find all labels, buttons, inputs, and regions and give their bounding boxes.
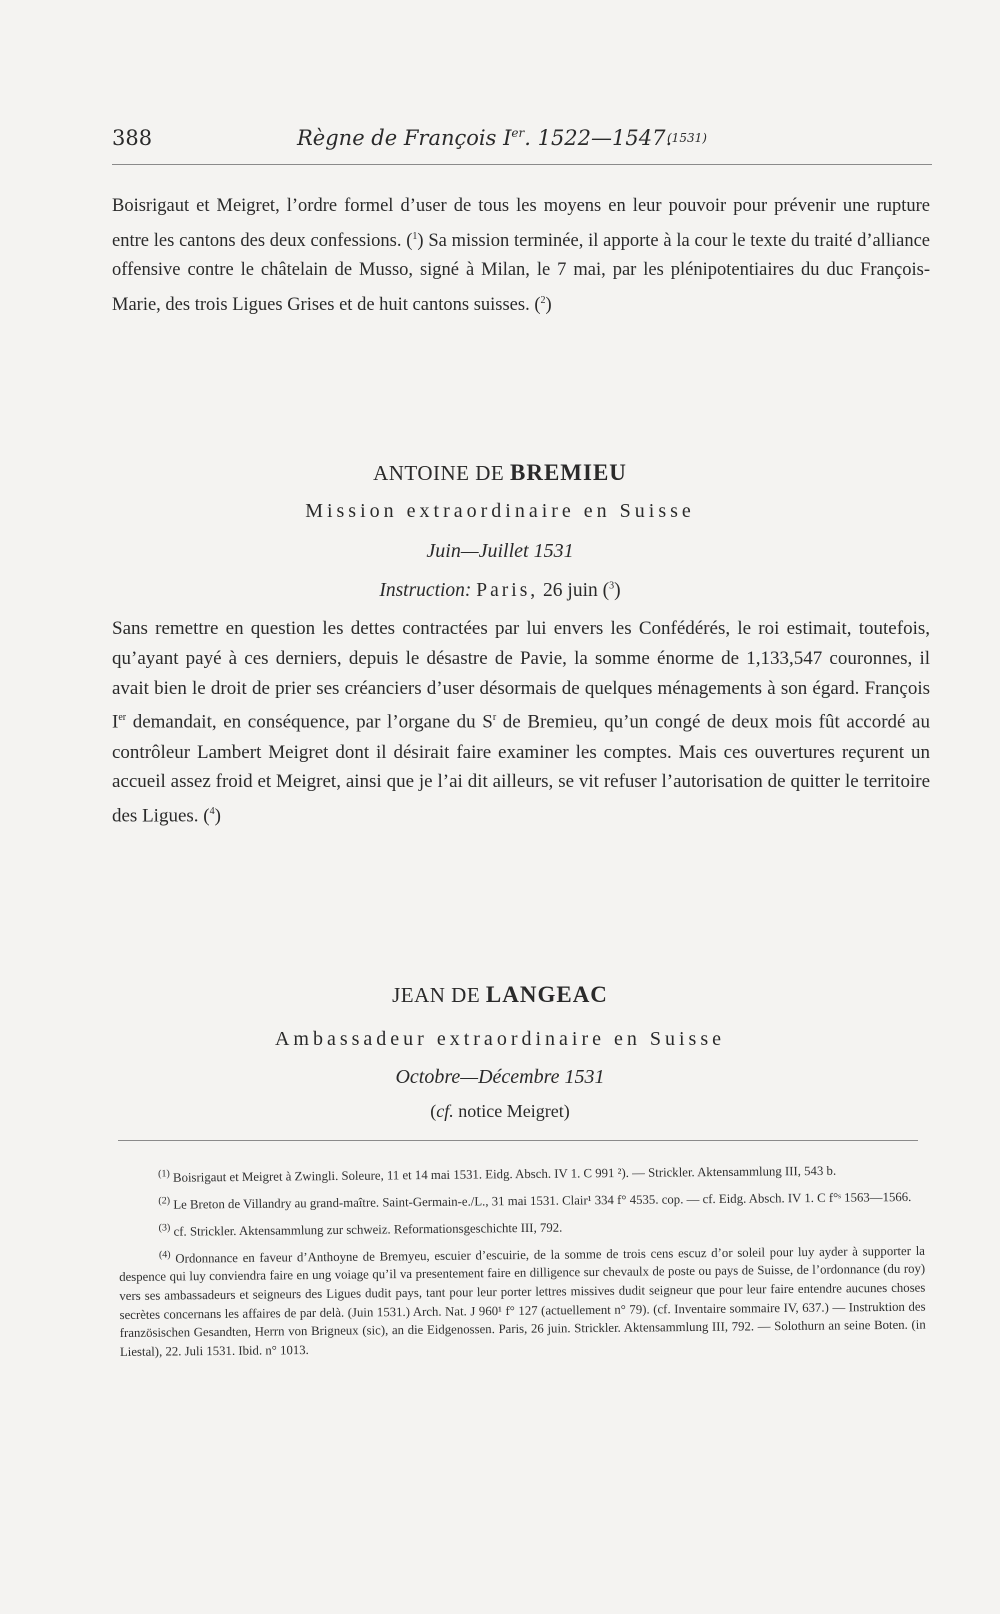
footnote-2: $^{(2)}$ Le Breton de Villandry au grand-maître. Saint-Germain-e./L., 31 mai 1531. Clair¹ 334 f° 4535. cop. — cf. Eidg. Absch. IV 1. C f°ˢ 1563—1566. bbox=[158, 1189, 912, 1212]
running-year: (1531) bbox=[667, 131, 707, 145]
footnotes bbox=[118, 1158, 926, 1367]
section-title-bremieu: ANTOINE DE BREMIEU bbox=[373, 460, 627, 485]
mission-title-bremieu: Mission extraordinaire en Suisse bbox=[305, 500, 695, 522]
paragraph-bremieu: Sans remettre en question les dettes contractées par lui envers les Confédérés, le roi estimait, toutefois, qu’ayant payé à ces derniers, depuis le désastre de Pavie, la somme énorme de 1,133,547 couronnes, il avait bien le droit de prier ses créanciers d’user désormais de quelques ménagements à son égard. François Ier demandait, en conséquence, par l’organe du $S^r$ de Bremieu, qu’un congé de deux mois fût accordé au contrôleur Lambert Meigret dont il désirait faire examiner les comptes. Mais ces ouvertures reçurent un accueil assez froid et Meigret, ainsi que je l’ai dit ailleurs, se vit refuser l’autorisation de quitter le territoire des Ligues. ($^4$) bbox=[112, 618, 930, 827]
mission-title-langeac: Ambassadeur extraordinaire en Suisse bbox=[274, 1028, 725, 1050]
notice-reference: (cf. notice Meigret) bbox=[430, 1101, 570, 1121]
running-head: Règne de François Ier. 1522—1547. bbox=[297, 126, 673, 150]
dates-bremieu: Juin—Juillet 1531 bbox=[426, 540, 574, 562]
page-number: 388 bbox=[112, 126, 153, 150]
instruction-line: Instruction: Paris, 26 juin ($^3$) bbox=[379, 580, 621, 601]
page-header bbox=[112, 126, 932, 158]
footnote-rule bbox=[118, 1140, 918, 1141]
dates-langeac: Octobre—Décembre 1531 bbox=[395, 1066, 605, 1088]
paragraph-intro: Boisrigaut et Meigret, l’ordre formel d’user de tous les moyens en leur pouvoir pour prévenir une rupture entre les cantons des deux confessions. ($^1$) Sa mission terminée, il apporte à la cour le texte du traité d’alliance offensive contre le châtelain de Musso, signé à Milan, le 7 mai, par les plénipotentiaires du duc François-Marie, des trois Ligues Grises et de huit cantons suisses. ($^2$) bbox=[112, 196, 930, 316]
header-rule bbox=[112, 164, 932, 165]
section-title-langeac: JEAN DE LANGEAC bbox=[392, 982, 608, 1007]
footnote-3: $^{(3)}$ cf. Strickler. Aktensammlung zur schweiz. Reformationsgeschichte III, 792. bbox=[158, 1220, 563, 1239]
footnote-4: $^{(4)}$ Ordonnance en faveur d’Anthoyne de Bremyeu, escuier d’escuirie, de la somme de trois cens escuz d’or soleil pour luy ayder à supporter la despence qui luy conviendra faire en ung voiage qu’il va presentement faire en dilligence sur chevaulx de poste ou pays de Suisse, de l’ordonnance (du roy) vers ses ambassadeurs et seigneurs des Ligues dudit pays, tant pour leur porter lettres missives dudit seigneur que pour leur faire entendre aucunes choses secrètes concernans les affaires de par delà. (Juin 1531.) Arch. Nat. J 960¹ f° 127 (actuellement n° 79). (cf. Inventaire sommaire IV, 637.) — Instruktion des französischen Gesandten, Herrn von Brigneux (sic), an die Eidgenossen. Paris, 26 juin. Strickler. Aktensammlung III, 792. — Solothurn an seine Boten. (in Liestal), 22. Juli 1531. Ibid. n° 1013. bbox=[119, 1243, 926, 1359]
footnote-1: $^{(1)}$ Boisrigaut et Meigret à Zwingli. Soleure, 11 et 14 mai 1531. Eidg. Absch. IV 1. C 991 ²). — Strickler. Aktensammlung III, 543 b. bbox=[158, 1163, 837, 1185]
